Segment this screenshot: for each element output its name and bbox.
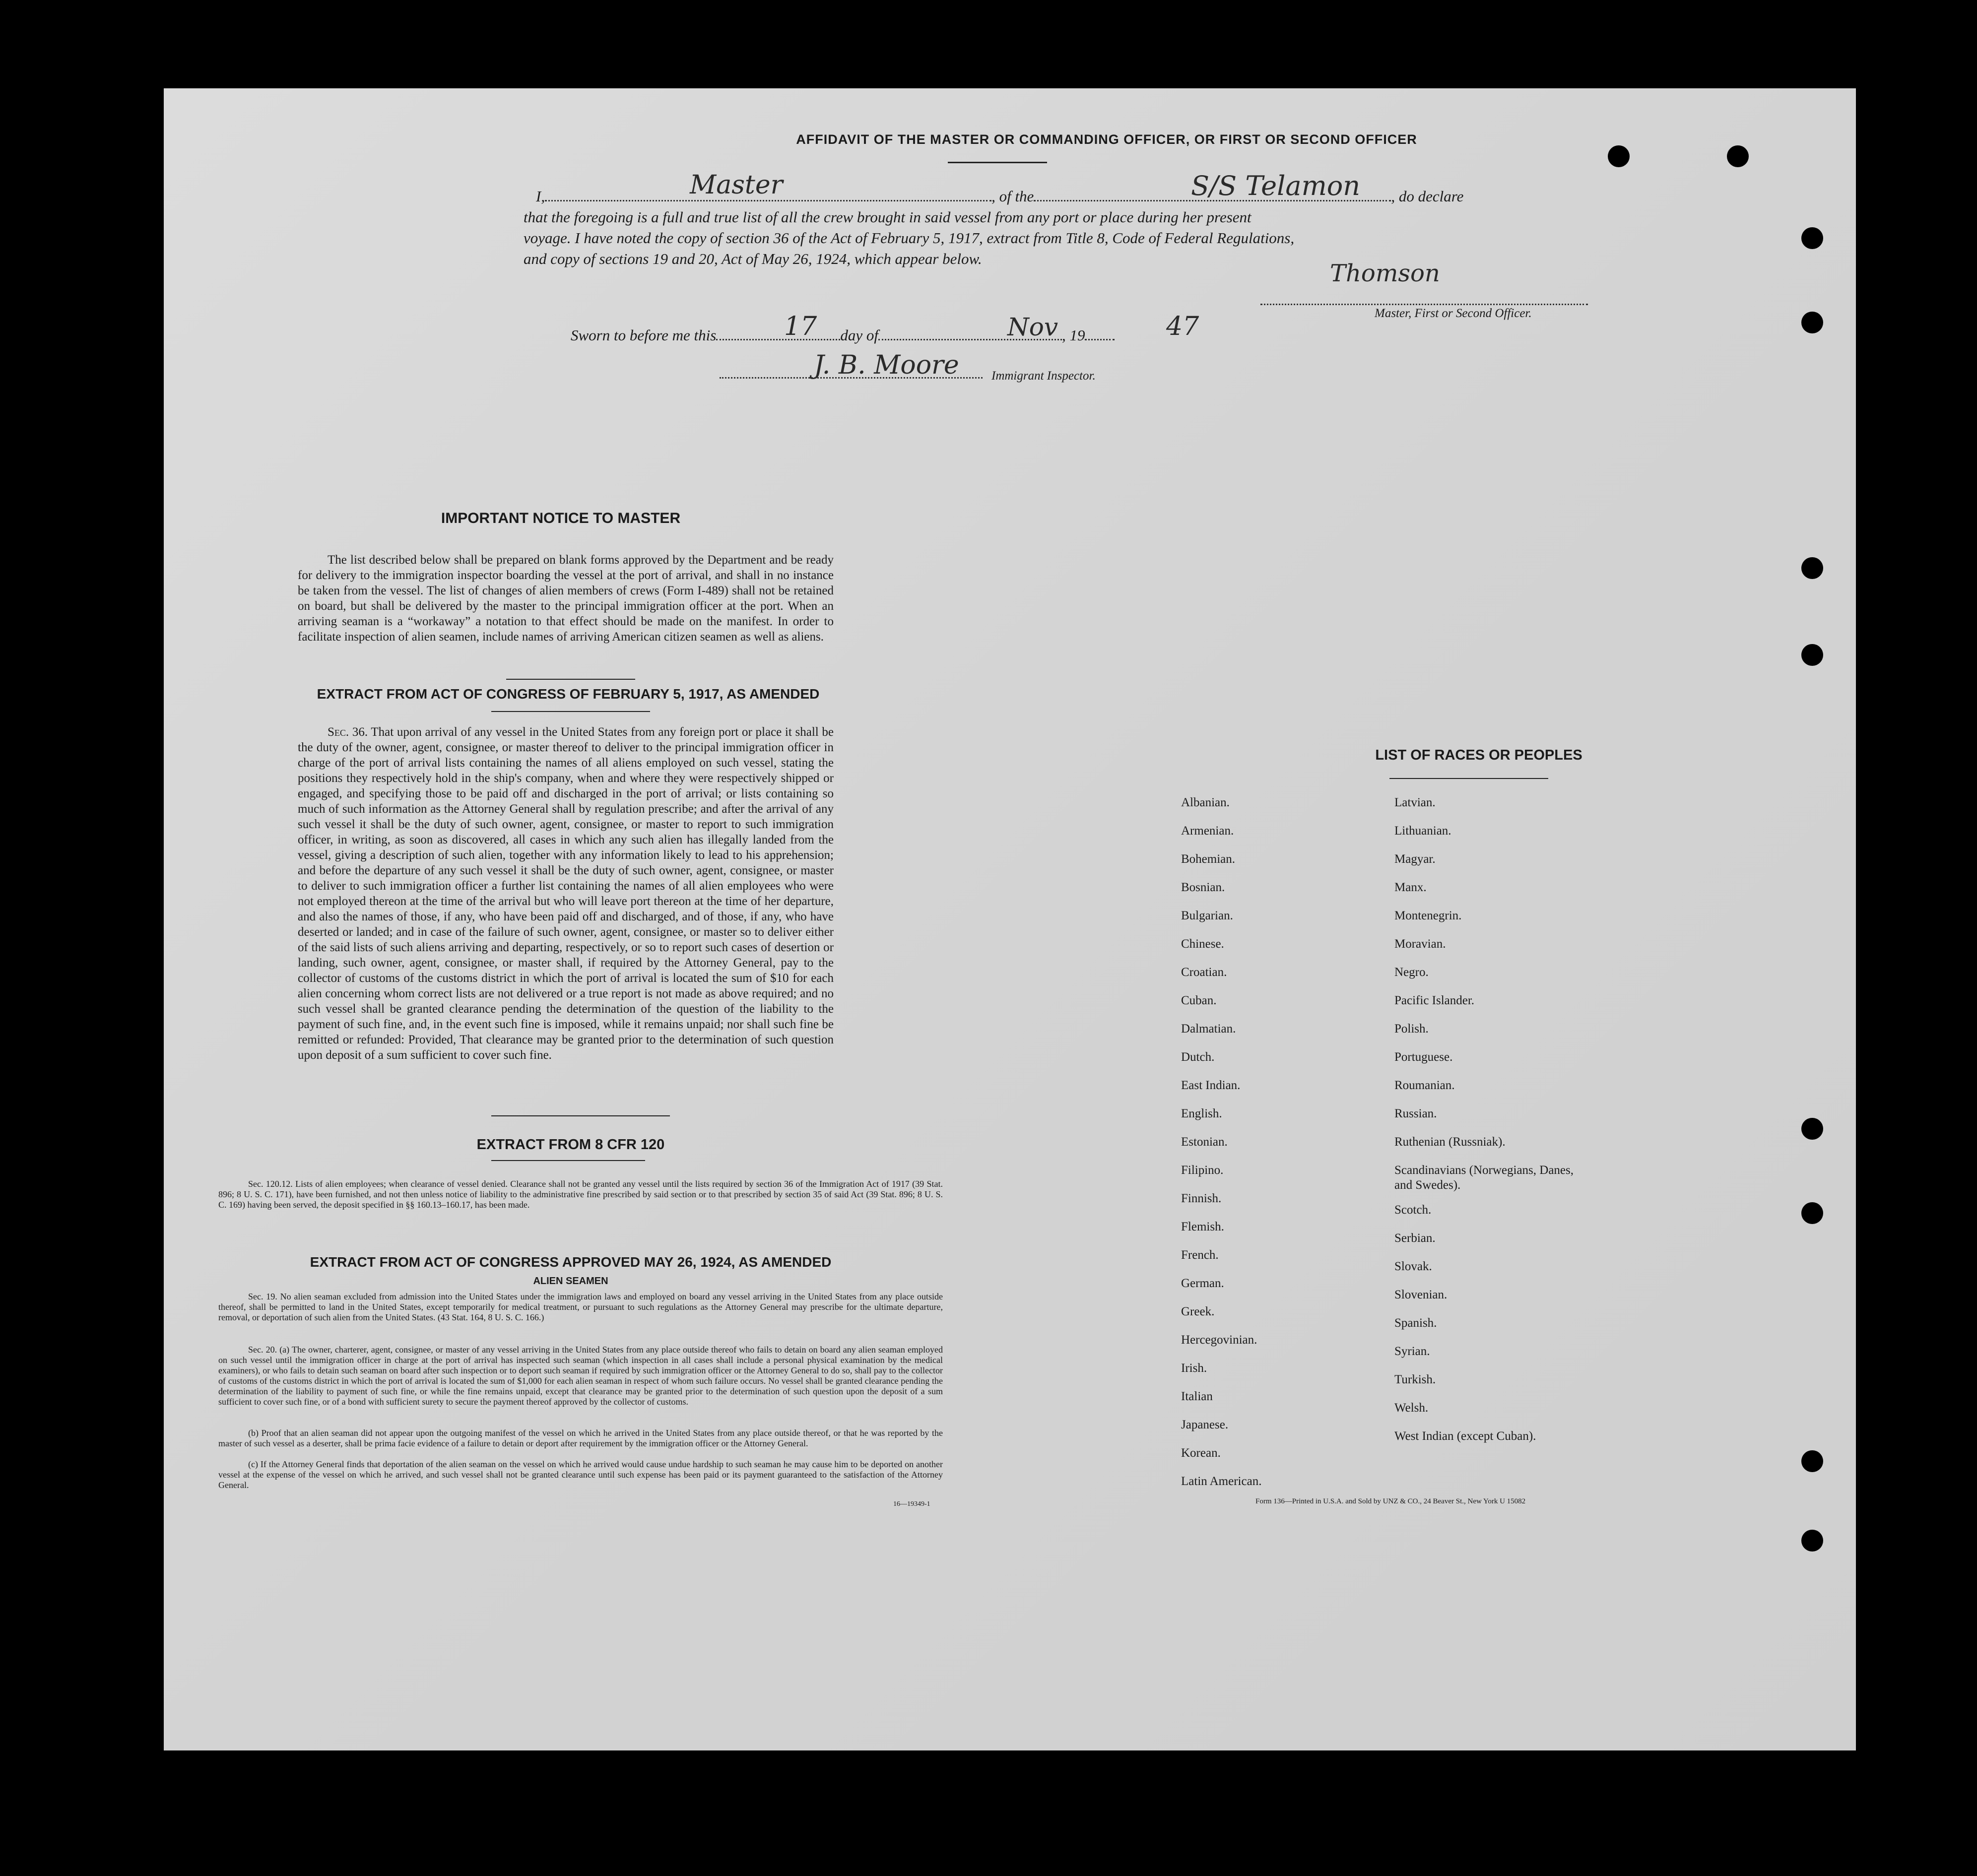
race-item: Bosnian. [1181,881,1225,894]
race-item: Welsh. [1394,1401,1429,1415]
race-item: French. [1181,1248,1219,1262]
race-item: Italian [1181,1390,1213,1403]
race-item: Ruthenian (Russniak). [1394,1135,1506,1149]
divider [491,711,650,712]
binder-hole [1801,227,1823,249]
sec-20a-text: Sec. 20. (a) The owner, charterer, agent, consignee, or master of any vessel arriving in the United States from any place outside thereof who fails to detain on board any alien seaman employed on such vessel until the immigration officer in charge at the port of arrival has inspected such seaman (which inspection in all cases shall include a personal physical examination by the medical examiners), or who fails to detain such seaman on board after such inspection or to deport such seaman if required by such immigration officer or the Attorney General to do so, shall pay to the collector of customs of the customs district in which the port of arrival is located the sum of $1,000 for each alien seaman in respect of whom such failure occurs. No vessel shall be granted clearance pending the determination of the liability to payment of such fine, or while the fine remains unpaid, except that clearance may be granted prior to the determination of such question upon the deposit of a sum sufficient to cover such fine, or of a bond with sufficient surety to secure the payment thereof approved by the collector of customs. [218,1345,943,1407]
race-item: Bulgarian. [1181,909,1233,922]
race-item: Latvian. [1394,796,1436,809]
binder-hole [1801,1530,1823,1552]
race-item: Japanese. [1181,1418,1229,1431]
affidavit-declare-label: , do declare [1391,188,1464,205]
extract-1924-title: EXTRACT FROM ACT OF CONGRESS APPROVED MAY 26, 1924, AS AMENDED [310,1254,832,1270]
binder-hole [1801,1450,1823,1472]
race-item: Latin American. [1181,1475,1262,1488]
affidavit-i-label: I, [536,188,545,205]
race-item: Chinese. [1181,937,1224,951]
race-item: Pacific Islander. [1394,994,1475,1007]
race-item: Korean. [1181,1446,1221,1460]
race-item: Bohemian. [1181,852,1236,866]
race-item: Albanian. [1181,796,1230,809]
affidavit-of-label: , of the [991,188,1034,205]
sworn-prefix: Sworn to before me this [571,326,717,344]
race-item: Spanish. [1394,1316,1437,1330]
affidavit-title: AFFIDAVIT OF THE MASTER OR COMMANDING OFFICER, OR FIRST OR SECOND OFFICER [796,132,1417,147]
races-list [1181,795,1826,1569]
form-footer: Form 136—Printed in U.S.A. and Sold by UNZ & CO., 24 Beaver St., New York U 15082 [1255,1497,1526,1505]
notice-text: The list described below shall be prepared on blank forms approved by the Department and be ready for delivery to the immigration inspector boarding the vessel at the port of arrival, and shall in no instance be taken from the vessel. The list of changes of alien members of crews (Form I-489) shall not be retained on board, but shall be delivered by the master to the principal immigration officer at the port. When an arriving seaman is a “workaway” a notation to that effect should be made on the manifest. In order to facilitate inspection of alien seamen, include names of arriving American citizen seamen as well as aliens. [298,553,834,644]
sworn-year-handwritten: 47 [1166,312,1199,341]
sworn-day-handwritten: 17 [784,312,817,341]
extract-cfr-text: Sec. 120.12. Lists of alien employees; when clearance of vessel denied. Clearance shall not be granted any vessel until the lists required by section 36 of the Immigration Act of 1917 (39 Stat. 896; 8 U. S. C. 171), have been furnished, and not then unless notice of liability to the administrative fine prescribed by said section or to that prescribed by section 35 of said Act (39 Stat. 896; 8 U. S. C. 169) having been served, the deposit specified in §§ 160.13–160.17, has been made. [218,1179,943,1210]
race-item: Negro. [1394,966,1429,979]
divider [491,1115,670,1116]
extract-1917-title: EXTRACT FROM ACT OF CONGRESS OF FEBRUARY 5, 1917, AS AMENDED [317,686,820,702]
signature-label: Master, First or Second Officer. [1375,307,1532,320]
race-item: Magyar. [1394,852,1436,866]
race-item: Armenian. [1181,824,1234,838]
inspector-line [720,365,983,381]
divider [1389,778,1548,779]
notice-title: IMPORTANT NOTICE TO MASTER [441,510,681,526]
inspector-label: Immigrant Inspector. [991,369,1096,383]
race-item: Turkish. [1394,1373,1436,1386]
race-item: Scotch. [1394,1203,1432,1217]
race-item: Estonian. [1181,1135,1228,1149]
races-column-2 [1394,795,1583,1457]
sworn-day-label: day of [840,326,878,344]
race-item: Russian. [1394,1107,1437,1120]
race-item: Portuguese. [1394,1050,1453,1064]
race-item: Slovak. [1394,1260,1432,1273]
extract-cfr-title: EXTRACT FROM 8 CFR 120 [476,1137,665,1153]
binder-hole [1801,312,1823,333]
sworn-month-handwritten: Nov [1007,313,1058,341]
race-item: Hercegovinian. [1181,1333,1257,1347]
extract-1917-text [298,724,834,1063]
affidavit-line4: and copy of sections 19 and 20, Act of May 26, 1924, which appear below. [524,250,982,267]
inspector-signature: J. B. Moore [814,350,959,380]
race-item: Irish. [1181,1361,1207,1375]
race-item: Roumanian. [1394,1079,1455,1092]
race-item: Manx. [1394,881,1427,894]
race-item: Serbian. [1394,1231,1436,1245]
race-item: Finnish. [1181,1192,1222,1205]
races-column-1 [1181,795,1261,1502]
sec-36-body: That upon arrival of any vessel in the United States from any foreign port or place it shall be the duty of the owner, agent, consignee, or master thereof to deliver to the principal immigration officer in charge of the port of arrival lists containing the names of all aliens employed on such vessel, stating the positions they respectively hold in the ship's company, when and where they were respectively shipped or engaged, and specifying those to be paid off and discharged in the port of arrival; or lists containing so much of such information as the Attorney General shall by regulation prescribe; and after the arrival of any such vessel it shall be the duty of such owner, agent, consignee, or master to report to such immigration officer, in writing, as soon as discovered, all cases in which any such alien has illegally landed from the vessel, giving a description of such alien, together with any information likely to lead to his apprehension; and before the departure of any such vessel it shall be the duty of such owner, agent, consignee, or master to deliver to such immigration officer a further list containing the names of all alien employees who were not employed thereon at the time of the arrival but who will leave port thereon at the time of her departure, and also the names of those, if any, who have been paid off and discharged, and of those, if any, who have deserted or landed; and in case of the failure of such owner, agent, consignee, or master so to deliver either of the said lists of such aliens arriving and departing, respectively, or so to report such cases of desertion or landing, such owner, agent, consignee, or master shall, if required by the Attorney General, pay to the collector of customs of the customs district in which the port of arrival is located the sum of $10 for each alien concerning whom correct lists are not delivered or a true report is not made as above required; and no such vessel shall be granted clearance pending the determination of the question of the liability to the payment of such fine, and, in the event such fine is imposed, while it remains unpaid; nor shall such fine be remitted or refunded: Provided, That clearance may be granted prior to the determination of such question upon deposit of a sum sufficient to cover such fine. [298,725,834,1062]
sworn-year-label: , 19 [1061,326,1085,344]
binder-hole [1801,644,1823,666]
binder-hole [1608,145,1630,167]
vessel-name-handwritten: S/S Telamon [1191,170,1361,201]
race-item: Greek. [1181,1305,1215,1318]
form-code: 16—19349-1 [893,1500,930,1508]
affidavit-line2: that the foregoing is a full and true list of all the crew brought in said vessel from any port or place during her present [524,208,1252,226]
race-item: English. [1181,1107,1222,1120]
master-signature: Thomson [1330,259,1440,287]
race-item: East Indian. [1181,1079,1241,1092]
divider [506,679,635,680]
sec-20c-text: (c) If the Attorney General finds that deportation of the alien seaman on the vessel on which he arrived would cause undue hardship to such seaman he may cause him to be deported on another vessel at the expense of the vessel on which he arrived, and such vessel shall not be granted clearance until such expense has been paid or its payment guaranteed to the satisfaction of the Attorney General. [218,1459,943,1490]
race-item: Moravian. [1394,937,1446,951]
document-page [164,88,1856,1750]
race-item: Scandinavians (Norwegians, Danes, and Swedes). [1394,1164,1574,1192]
races-title: LIST OF RACES OR PEOPLES [1375,747,1582,763]
master-name-handwritten: Master [690,170,783,200]
sec-19-text: Sec. 19. No alien seaman excluded from admission into the United States under the immigration laws and employed on board any vessel arriving in the United States from any place outside thereof, shall be permitted to land in the United States, except temporarily for medical treatment, or pursuant to such regulations as the Attorney General may prescribe for the ultimate departure, removal, or deportation of such alien from the United States. (43 Stat. 164, 8 U. S. C. 166.) [218,1292,943,1322]
affidavit-line3: voyage. I have noted the copy of section 36 of the Act of February 5, 1917, extract from Title 8, Code of Federal Regulations, [524,229,1295,247]
race-item: Croatian. [1181,966,1227,979]
race-item: Slovenian. [1394,1288,1448,1301]
race-item: Filipino. [1181,1164,1224,1177]
race-item: Lithuanian. [1394,824,1451,838]
race-item: Montenegrin. [1394,909,1462,922]
race-item: Dalmatian. [1181,1022,1236,1035]
extract-1924-subtitle: ALIEN SEAMEN [533,1276,608,1287]
race-item: Syrian. [1394,1345,1430,1358]
sec-20b-text: (b) Proof that an alien seaman did not appear upon the outgoing manifest of the vessel on which he arrived in the United States from any place outside thereof, or that he was reported by the master of such vessel as a deserter, shall be prima facie evidence of a failure to detain or deport after requirement by the immigration officer or the Attorney General. [218,1428,943,1448]
binder-hole [1727,145,1749,167]
race-item: Cuban. [1181,994,1217,1007]
race-item: West Indian (except Cuban). [1394,1429,1536,1443]
binder-hole [1801,1202,1823,1224]
divider [491,1160,645,1161]
sec-36-label: Sec. 36. [328,725,368,739]
race-item: Flemish. [1181,1220,1224,1233]
signature-line [1260,292,1588,308]
binder-hole [1801,557,1823,579]
binder-hole [1801,1118,1823,1140]
race-item: German. [1181,1277,1224,1290]
race-item: Dutch. [1181,1050,1215,1064]
race-item: Polish. [1394,1022,1429,1035]
divider [948,162,1047,163]
